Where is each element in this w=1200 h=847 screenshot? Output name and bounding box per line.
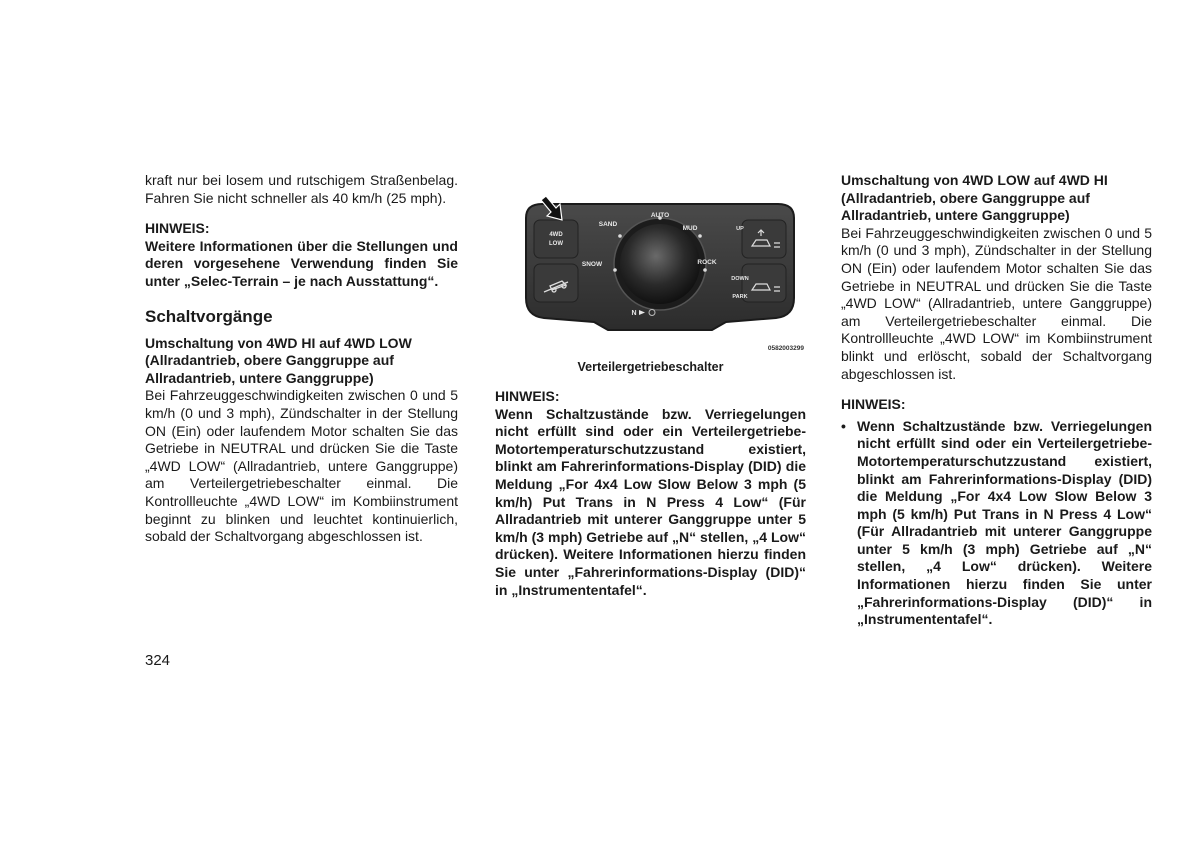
image-code: 0582003299	[767, 345, 804, 352]
note-label: HINWEIS:	[495, 388, 560, 404]
note-bullet	[841, 418, 1152, 629]
note-text: Wenn Schaltzustände bzw. Verriegelungen nicht erfüllt sind oder ein Verteilergetriebe-Motortemperaturschutzzustand existiert, blinkt am Fahrerinformations-Display (DID) die Meldung „For 4x4 Low Slow Below 3 mph (5 km/h) Put Trans in N Press 4 Low“ (Für Allradantrieb mit unterer Ganggruppe unter 5 km/h (3 mph) Getriebe auf „N“ stellen, „4 Low“ drücken). Weitere Informationen hierzu finden Sie unter „Fahrerinformations-Display (DID)“ in „Instrumententafel“.	[495, 405, 806, 598]
transfer-case-switch-figure	[512, 190, 808, 370]
4wd-low-button	[534, 220, 578, 258]
right-column	[841, 172, 1152, 629]
note-text: Weitere Informationen über die Stellungen und deren vorgesehene Verwendung finden Sie unter „Selec-Terrain – je nach Ausstattung“.	[145, 237, 458, 289]
sub-heading-hi-to-low: Umschaltung von 4WD HI auf 4WD LOW (Allradantrieb, obere Ganggruppe auf Allradantrieb, untere Ganggruppe)	[145, 334, 412, 386]
down-label: DOWN	[731, 276, 749, 282]
page-number: 324	[145, 652, 171, 669]
section-heading: Schaltvorgänge	[145, 306, 273, 326]
sand-label: SAND	[598, 221, 618, 228]
bullet-dot: •	[841, 417, 846, 434]
snow-label: SNOW	[581, 261, 603, 268]
auto-label: AUTO	[650, 212, 670, 219]
middle-column	[495, 388, 806, 599]
body-hi-to-low: Bei Fahrzeuggeschwindigkeiten zwischen 0 und 5 km/h (0 und 3 mph), Zündschalter in der Stellung ON (Ein) oder laufendem Motor schalten Sie das Getriebe in NEUTRAL und drücken Sie die Taste „4WD LOW“ (Allradantrieb, untere Ganggruppe) am Verteilergetriebeschalter einmal. Die Kontrollleuchte „4WD LOW“ im Kombiinstrument beginnt zu blinken und leuchtet kontinuierlich, sobald der Schaltvorgang abgeschlossen ist.	[145, 387, 458, 545]
air-suspension-up-button	[742, 220, 786, 258]
park-label: PARK	[732, 294, 748, 300]
neutral-label: N	[631, 310, 637, 317]
air-suspension-down-button	[742, 264, 786, 302]
mud-label: MUD	[682, 225, 698, 232]
intro-paragraph: kraft nur bei losem und rutschigem Straßenbelag. Fahren Sie nicht schneller als 40 km/h (25 mph).	[145, 172, 458, 206]
up-label: UP	[736, 226, 744, 232]
low-label: LOW	[549, 241, 563, 247]
note-label: HINWEIS:	[841, 396, 906, 413]
left-column	[145, 172, 458, 546]
note-label: HINWEIS:	[145, 220, 210, 237]
selec-terrain-knob	[620, 224, 700, 304]
body-low-to-hi: Bei Fahrzeuggeschwindigkeiten zwischen 0 und 5 km/h (0 und 3 mph), Zündschalter in der Stellung ON (Ein) oder laufendem Motor schalten Sie das Getriebe in NEUTRAL und drücken Sie die Taste „4WD LOW“ (Allradantrieb, untere Ganggruppe) am Verteilergetriebeschalter einmal. Die Kontrollleuchte „4WD LOW“ im Kombiinstrument blinkt und erlöscht, sobald der Schaltvorgang abgeschlossen ist.	[841, 224, 1152, 382]
bullet-text: Wenn Schaltzustände bzw. Verriegelungen nicht erfüllt sind oder ein Verteilergetriebe-Motortemperaturschutzzustand existiert, blinkt am Fahrerinformations-Display (DID) die Meldung „For 4x4 Low Slow Below 3 mph (5 km/h) Put Trans in N Press 4 Low“ (Für Allradantrieb mit unterer Ganggruppe unter 5 km/h (3 mph) Getriebe auf „N“ stellen, „4 Low“ drücken). Weitere Informationen hierzu finden Sie unter „Fahrerinformations-Display (DID)“ in „Instrumententafel“.	[857, 417, 1152, 628]
4wd-label: 4WD	[549, 232, 563, 238]
rock-label: ROCK	[697, 259, 717, 266]
sub-heading-low-to-hi: Umschaltung von 4WD LOW auf 4WD HI (Allradantrieb, obere Ganggruppe auf Allradantrieb, untere Ganggruppe)	[841, 172, 1108, 224]
figure-caption: Verteilergetriebeschalter	[577, 360, 724, 374]
